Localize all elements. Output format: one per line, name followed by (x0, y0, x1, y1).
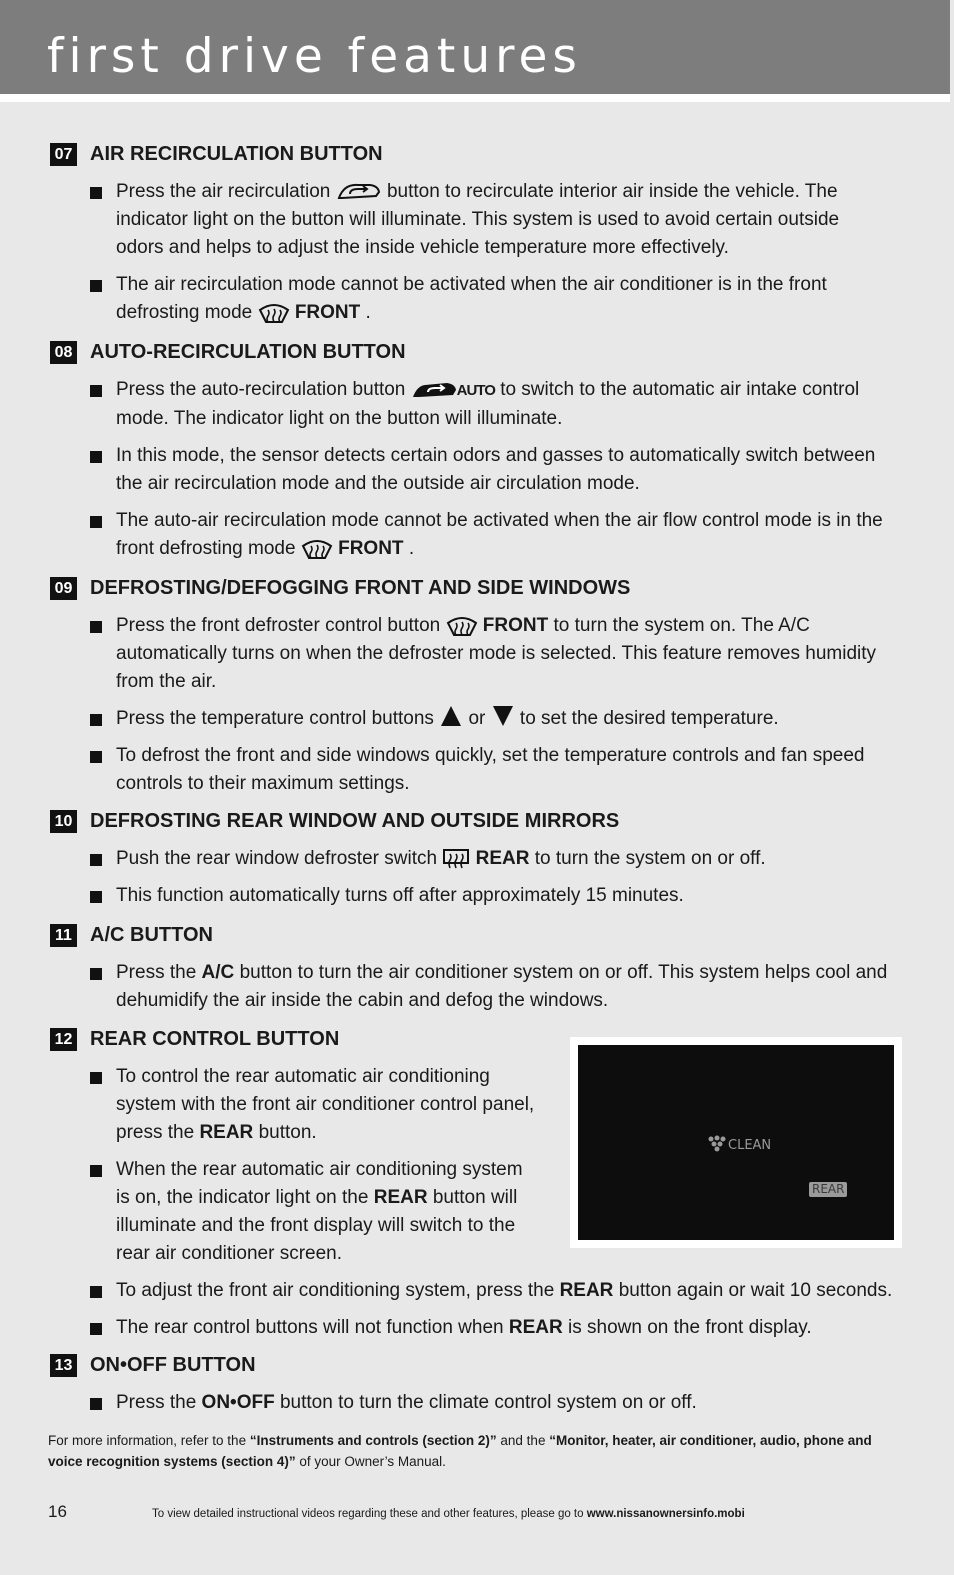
page-title: first drive features (47, 29, 582, 84)
section-title: ON•OFF BUTTON (90, 1354, 256, 1376)
list-item: When the rear automatic air conditioning system is on, the indicator light on the REAR button will illuminate and the front display will switch to the rear air conditioner screen. (50, 1156, 540, 1268)
section-title: A/C BUTTON (90, 924, 213, 946)
rear-display-photo (570, 1037, 902, 1248)
section-title: AUTO-RECIRCULATION BUTTON (90, 341, 406, 363)
list-item: To defrost the front and side windows quickly, set the temperature controls and fan speed controls to their maximum settings. (50, 742, 906, 798)
clean-air-icon (706, 1133, 728, 1153)
section-09 (50, 575, 906, 798)
section-number: 10 (50, 810, 77, 833)
section-11 (50, 922, 906, 1015)
section-heading (50, 339, 890, 367)
section-12-continued (50, 1268, 906, 1342)
section-title: DEFROSTING/DEFOGGING FRONT AND SIDE WINDOWS (90, 577, 631, 599)
list-item: This function automatically turns off after approximately 15 minutes. (50, 882, 906, 910)
section-title: REAR CONTROL BUTTON (90, 1028, 340, 1050)
list-item: The air recirculation mode cannot be activated when the air conditioner is in the front defrosting mode FRONT . (50, 271, 880, 327)
section-title: AIR RECIRCULATION BUTTON (90, 143, 383, 165)
list-item: Push the rear window defroster switch REAR to turn the system on or off. (50, 845, 906, 873)
front-defrost-icon (258, 302, 290, 324)
list-item: The rear control buttons will not function when REAR is shown on the front display. (50, 1314, 906, 1342)
temperature-down-icon (493, 706, 513, 726)
front-defrost-icon (301, 538, 333, 560)
footer-note: To view detailed instructional videos regarding these and other features, please go to www.nissanownersinfo.mobi (152, 1508, 745, 1520)
section-heading (50, 575, 906, 603)
section-heading (50, 1026, 540, 1054)
rear-defrost-icon (442, 848, 470, 870)
section-heading (50, 141, 880, 169)
list-item: Press the auto-recirculation button AUTO to switch to the automatic air intake control mode. The indicator light on the button will illuminate. (50, 376, 890, 433)
display-screen (578, 1045, 894, 1240)
list-item: Press the ON•OFF button to turn the climate control system on or off. (50, 1389, 906, 1417)
list-item: To control the rear automatic air conditioning system with the front air conditioner control panel, press the REAR button. (50, 1063, 540, 1147)
section-07 (50, 141, 880, 327)
section-heading (50, 1352, 906, 1380)
list-item: To adjust the front air conditioning system, press the REAR button again or wait 10 seconds. (50, 1277, 906, 1305)
section-12 (50, 1026, 540, 1268)
section-title: DEFROSTING REAR WINDOW AND OUTSIDE MIRRORS (90, 810, 620, 832)
section-heading (50, 808, 906, 836)
list-item: In this mode, the sensor detects certain odors and gasses to automatically switch between the air recirculation mode and the outside air circulation mode. (50, 442, 890, 498)
page-number: 16 (48, 1502, 67, 1521)
section-13 (50, 1352, 906, 1417)
page-header (0, 0, 950, 94)
clean-label: CLEAN (728, 1138, 772, 1153)
list-item: Press the A/C button to turn the air conditioner system on or off. This system helps cool and dehumidify the air inside the cabin and defog the windows. (50, 959, 906, 1015)
section-08 (50, 339, 890, 563)
section-number: 07 (50, 143, 77, 166)
footnote: For more information, refer to the “Instruments and controls (section 2)” and the “Monitor, heater, air conditioner, audio, phone and voice recognition systems (section 4)” of your Owner’s Manual. (48, 1433, 872, 1469)
header-divider (0, 94, 950, 102)
list-item: Press the front defroster control button FRONT to turn the system on. The A/C automatically turns on when the defroster mode is selected. This feature removes humidity from the air. (50, 612, 906, 696)
auto-recirculation-icon (411, 380, 457, 400)
section-10 (50, 808, 906, 910)
footer-url[interactable]: www.nissanownersinfo.mobi (586, 1508, 745, 1520)
list-item: Press the air recirculation button to recirculate interior air inside the vehicle. The indicator light on the button will illuminate. This system is used to avoid certain outside odors and helps to adjust the inside vehicle temperature more effectively. (50, 178, 880, 262)
section-number: 11 (50, 924, 77, 947)
list-item: Press the temperature control buttons or to set the desired temperature. (50, 705, 906, 733)
rear-indicator: REAR (809, 1182, 847, 1197)
recirculation-icon (336, 182, 382, 202)
temperature-up-icon (441, 706, 461, 726)
section-number: 09 (50, 577, 77, 600)
section-heading (50, 922, 906, 950)
section-number: 12 (50, 1028, 77, 1051)
section-number: 13 (50, 1354, 77, 1377)
section-number: 08 (50, 341, 77, 364)
front-defrost-icon (446, 615, 478, 637)
list-item: The auto-air recirculation mode cannot be activated when the air flow control mode is in the front defrosting mode FRONT . (50, 507, 890, 563)
